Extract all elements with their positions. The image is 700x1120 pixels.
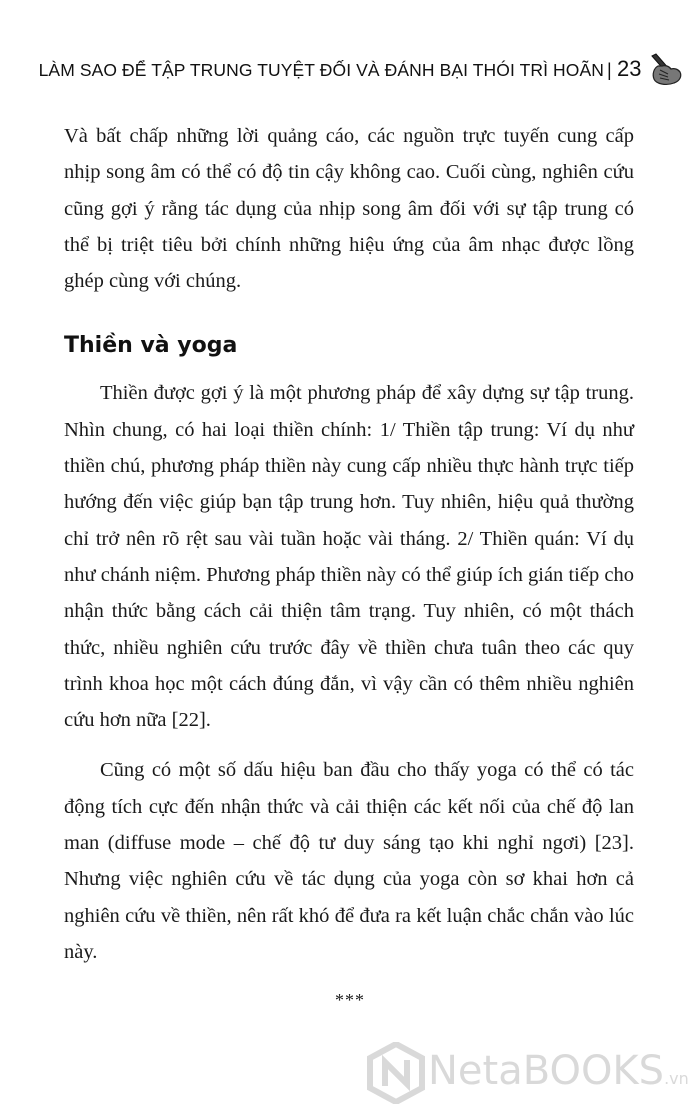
section-heading: Thiền và yoga [64, 333, 238, 359]
page-content [64, 118, 634, 970]
watermark-text [428, 1048, 689, 1094]
writing-hand-icon [644, 52, 684, 88]
running-header-title: LÀM SAO ĐỂ TẬP TRUNG TUYỆT ĐỐI VÀ ĐÁNH BẠI THÓI TRÌ HOÃN [38, 60, 604, 80]
section-separator: *** [335, 990, 365, 1010]
paragraph-binaural-beats: Và bất chấp những lời quảng cáo, các nguồn trực tuyến cung cấp nhịp song âm có thể có độ tin cậy không cao. Cuối cùng, nghiên cứu cũng gợi ý rằng tác dụng của nhịp song âm đối với sự tập trung có thể bị triệt tiêu bởi chính những hiệu ứng của âm nhạc được lồng ghép cùng với chúng. [64, 125, 634, 293]
netabooks-logo-icon [366, 1042, 426, 1104]
netabooks-watermark [366, 1038, 696, 1110]
paragraph-meditation: Thiền được gợi ý là một phương pháp để xây dựng sự tập trung. Nhìn chung, có hai loại thiền chính: 1/ Thiền tập trung: Ví dụ như thiền chú, phương pháp thiền này cung cấp nhiều thực hành trực tiếp hướng đến việc giúp bạn tập trung hơn. Tuy nhiên, hiệu quả thường chỉ trở nên rõ rệt sau vài tuần hoặc vài tháng. 2/ Thiền quán: Ví dụ như chánh niệm. Phương pháp thiền này có thể giúp ích gián tiếp cho nhận thức bằng cách cải thiện tâm trạng. Tuy nhiên, có một thách thức, nhiều nghiên cứu trước đây về thiền chưa tuân theo các quy trình khoa học một cách đúng đắn, vì vậy cần có thêm nhiều nghiên cứu hơn nữa [22]. [64, 382, 634, 732]
watermark-brand: NetaBOOKS [428, 1048, 665, 1094]
paragraph-yoga: Cũng có một số dấu hiệu ban đầu cho thấy yoga có thể có tác động tích cực đến nhận thức và cải thiện các kết nối của chế độ lan man (diffuse mode – chế độ tư duy sáng tạo khi nghỉ ngơi) [23]. Nhưng việc nghiên cứu về tác dụng của yoga còn sơ khai hơn cả nghiên cứu về thiền, nên rất khó để đưa ra kết luận chắc chắn vào lúc này. [64, 759, 634, 963]
header-separator: | [607, 60, 612, 80]
page-number: 23 [617, 56, 642, 81]
watermark-suffix: .vn [664, 1069, 689, 1088]
running-header [0, 52, 700, 92]
